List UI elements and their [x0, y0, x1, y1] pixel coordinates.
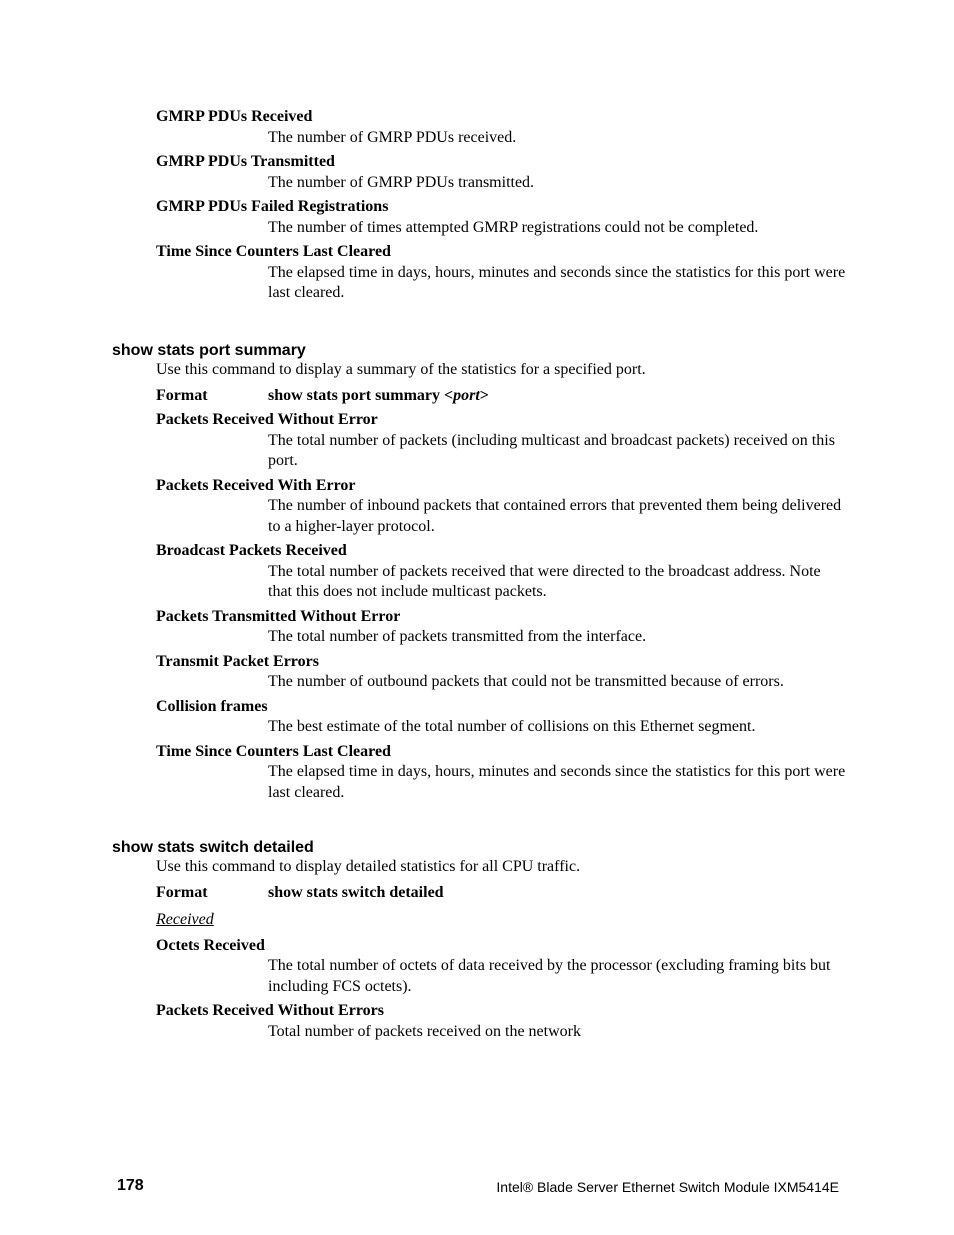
- desc-packets-received-without-error: The total number of packets (including multicast and broadcast packets) received on this port.: [268, 431, 835, 469]
- desc-packets-received-with-error: The number of inbound packets that contained errors that prevented them being delivered to a higher-layer protocol.: [268, 497, 842, 535]
- desc-time-since-cleared: The elapsed time in days, hours, minutes and seconds since the statistics for this port were last cleared.: [268, 263, 846, 301]
- top-definition-list: [156, 107, 846, 308]
- term-time-since-cleared: Time Since Counters Last Cleared: [156, 243, 391, 260]
- section-show-stats-port-summary: [112, 341, 846, 807]
- document-title: Intel® Blade Server Ethernet Switch Module IXM5414E: [496, 1179, 839, 1195]
- page-number: 178: [117, 1177, 144, 1194]
- section-show-stats-switch-detailed: [112, 838, 846, 1046]
- section-intro: Use this command to display a summary of the statistics for a specified port.: [156, 361, 646, 378]
- section-title: show stats switch detailed: [112, 839, 314, 856]
- section-title: show stats port summary: [112, 342, 306, 359]
- desc-gmrp-failed-registrations: The number of times attempted GMRP registrations could not be completed.: [268, 218, 759, 236]
- page-footer: [117, 1177, 839, 1199]
- term-octets-received: Octets Received: [156, 936, 265, 954]
- desc-transmit-packet-errors: The number of outbound packets that could not be transmitted because of errors.: [268, 673, 784, 690]
- format-command: show stats switch detailed: [268, 883, 444, 901]
- subheading-received: Received: [156, 911, 214, 928]
- term-packets-received-without-error: Packets Received Without Error: [156, 411, 378, 428]
- term-time-since-cleared-port: Time Since Counters Last Cleared: [156, 742, 391, 760]
- term-transmit-packet-errors: Transmit Packet Errors: [156, 652, 319, 670]
- desc-packets-received-without-errors: Total number of packets received on the network: [268, 1022, 581, 1040]
- desc-packets-transmitted-without-error: The total number of packets transmitted from the interface.: [268, 628, 647, 645]
- term-packets-transmitted-without-error: Packets Transmitted Without Error: [156, 607, 401, 625]
- term-packets-received-with-error: Packets Received With Error: [156, 476, 356, 494]
- term-gmrp-pdus-received: GMRP PDUs Received: [156, 108, 313, 125]
- desc-gmrp-pdus-received: The number of GMRP PDUs received.: [268, 128, 517, 146]
- format-command: show stats port summary <port>: [268, 386, 489, 404]
- format-label: Format: [156, 386, 208, 404]
- term-gmrp-failed-registrations: GMRP PDUs Failed Registrations: [156, 198, 389, 215]
- desc-octets-received: The total number of octets of data received by the processor (excluding framing bits but including FCS octets).: [268, 957, 831, 995]
- format-row: [156, 386, 846, 407]
- term-packets-received-without-errors: Packets Received Without Errors: [156, 1002, 384, 1019]
- term-gmrp-pdus-transmitted: GMRP PDUs Transmitted: [156, 153, 335, 170]
- format-argument: port: [453, 386, 480, 404]
- format-row: [156, 883, 846, 904]
- desc-gmrp-pdus-transmitted: The number of GMRP PDUs transmitted.: [268, 173, 535, 191]
- term-broadcast-packets-received: Broadcast Packets Received: [156, 542, 347, 559]
- desc-collision-frames: The best estimate of the total number of collisions on this Ethernet segment.: [268, 718, 756, 735]
- section-intro: Use this command to display detailed statistics for all CPU traffic.: [156, 858, 581, 875]
- term-collision-frames: Collision frames: [156, 697, 268, 715]
- desc-time-since-cleared-port: The elapsed time in days, hours, minutes and seconds since the statistics for this port were last cleared.: [268, 763, 846, 801]
- desc-broadcast-packets-received: The total number of packets received that were directed to the broadcast address. Note that this does not include multicast packets.: [268, 562, 821, 600]
- format-label: Format: [156, 883, 208, 901]
